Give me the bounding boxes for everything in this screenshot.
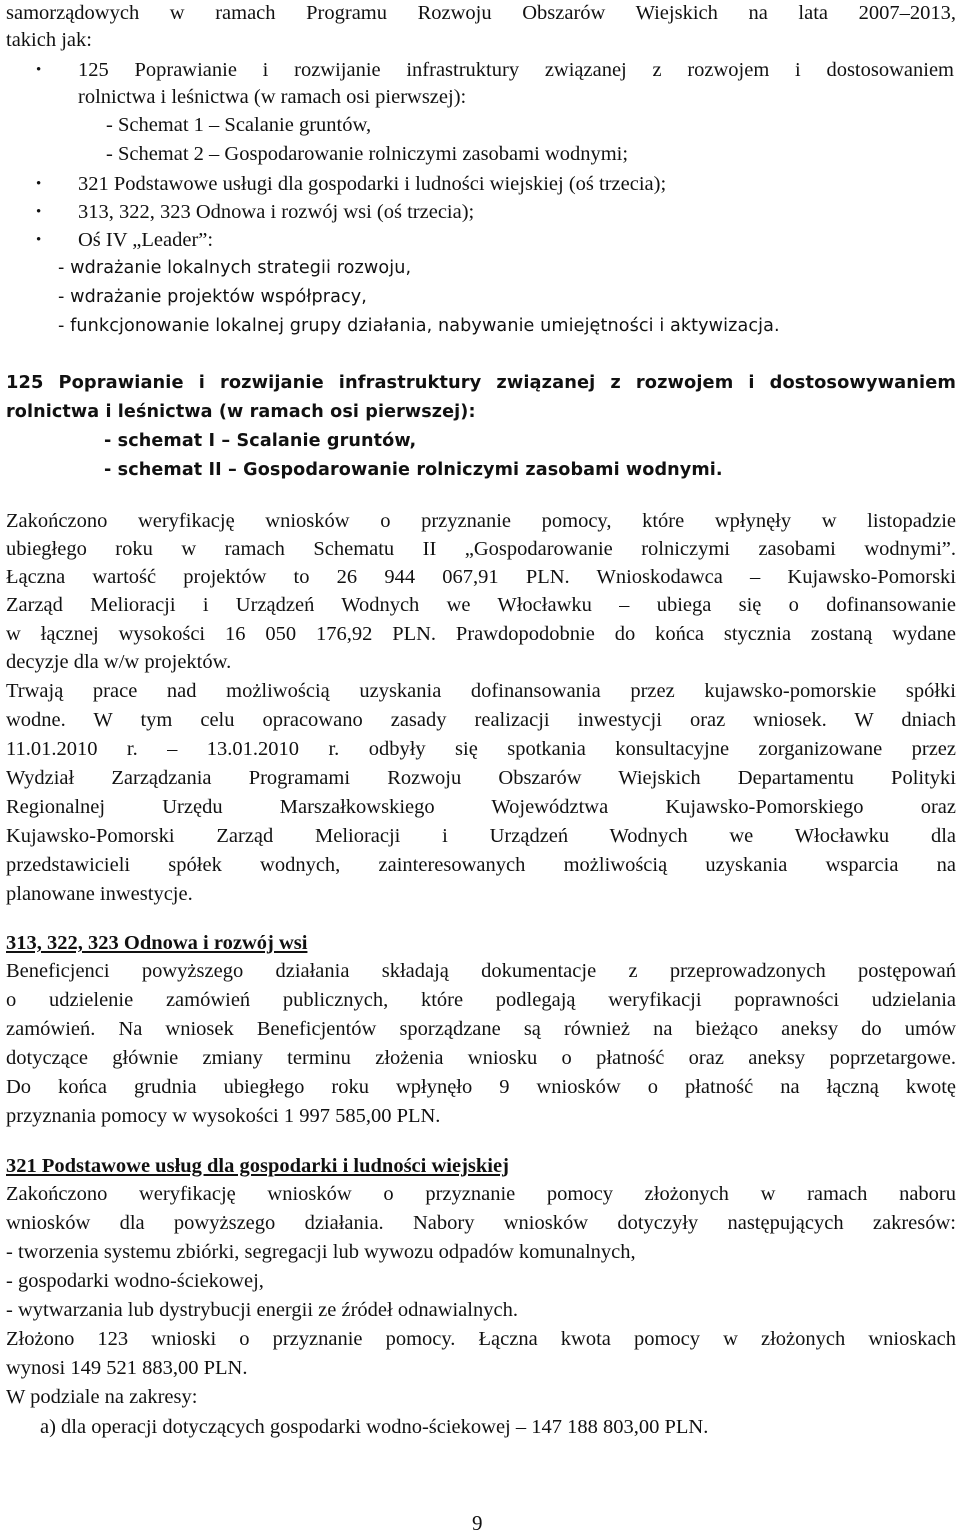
section-313-para-line-5: Do końca grudnia ubiegłego roku wpłynęło 9 wniosków o płatność na łączną kwotę <box>6 1076 956 1098</box>
section-125-heading-2: rolnictwa i leśnictwa (w ramach osi pierwszej): <box>6 402 476 422</box>
bullet-1-sub-2: - Schemat 2 – Gospodarowanie rolniczymi zasobami wodnymi; <box>106 143 629 165</box>
bullet-1-line-2: rolnictwa i leśnictwa (w ramach osi pierwszej): <box>78 86 467 108</box>
section-313-heading: 313, 322, 323 Odnowa i rozwój wsi <box>6 932 308 954</box>
section-125-para-line-10: Wydział Zarządzania Programami Rozwoju Obszarów Wiejskich Departamentu Polityki <box>6 767 956 789</box>
bullet-3: • <box>36 204 42 220</box>
section-313-para-line-4: dotyczące głównie zmiany terminu złożenia wniosku o płatność oraz aneksy poprzetargowe. <box>6 1047 956 1069</box>
section-125-para-line-8: wodne. W tym celu opracowano zasady realizacji inwestycji oraz wniosek. W dniach <box>6 709 956 731</box>
section-125-para-line-9: 11.01.2010 r. – 13.01.2010 r. odbyły się spotkania konsultacyjne zorganizowane przez <box>6 738 956 760</box>
section-321-para-line-6: Złożono 123 wnioski o przyznanie pomocy. Łączna kwota pomocy w złożonych wnioskach <box>6 1328 956 1350</box>
section-125-para-line-7: Trwają prace nad możliwością uzyskania dofinansowania przez kujawsko-pomorskie spółki <box>6 680 956 702</box>
section-313-para-line-2: o udzielenie zamówień publicznych, które podlegają weryfikacji poprawności udzielania <box>6 989 956 1011</box>
section-321-para-line-1: Zakończono weryfikację wniosków o przyznanie pomocy złożonych w ramach naboru <box>6 1183 956 1205</box>
section-313-para-line-6: przyznania pomocy w wysokości 1 997 585,00 PLN. <box>6 1105 441 1127</box>
page-number: 9 <box>472 1511 483 1535</box>
bullet-1-sub-1: - Schemat 1 – Scalanie gruntów, <box>106 114 372 136</box>
bullet-2-text: 321 Podstawowe usługi dla gospodarki i ludności wiejskiej (oś trzecia); <box>78 173 667 195</box>
section-321-para-line-5: - wytwarzania lub dystrybucji energii ze źródeł odnawialnych. <box>6 1299 518 1321</box>
section-125-para-line-5: w łącznej wysokości 16 050 176,92 PLN. Prawdopodobnie do końca stycznia zostaną wydane <box>6 623 956 645</box>
section-321-para-line-3: - tworzenia systemu zbiórki, segregacji lub wywozu odpadów komunalnych, <box>6 1241 636 1263</box>
bullet-1: • <box>36 62 42 78</box>
bullet-4: • <box>36 232 42 248</box>
section-125-heading-1: 125 Poprawianie i rozwijanie infrastruktury związanej z rozwojem i dostosowywaniem <box>6 372 956 393</box>
section-125-para-line-4: Zarząd Melioracji i Urządzeń Wodnych we Włocławku – ubiega się o dofinansowanie <box>6 594 956 616</box>
bullet-4-sub-2: - wdrażanie projektów współpracy, <box>58 287 367 307</box>
section-125-para-line-3: Łączna wartość projektów to 26 944 067,91 PLN. Wnioskodawca – Kujawsko-Pomorski <box>6 566 956 588</box>
section-125-para-line-14: planowane inwestycje. <box>6 883 193 905</box>
bullet-4-text: Oś IV „Leader”: <box>78 229 214 251</box>
bullet-3-text: 313, 322, 323 Odnowa i rozwój wsi (oś trzecia); <box>78 201 475 223</box>
section-321-para-line-7: wynosi 149 521 883,00 PLN. <box>6 1357 248 1379</box>
section-321-para-line-4: - gospodarki wodno-ściekowej, <box>6 1270 264 1292</box>
section-321-para-line-2: wniosków dla powyższego działania. Nabory wniosków dotyczyły następujących zakresów: <box>6 1212 956 1234</box>
bullet-2: • <box>36 176 42 192</box>
section-125-para-line-6: decyzje dla w/w projektów. <box>6 651 232 673</box>
section-125-heading-3: - schemat I – Scalanie gruntów, <box>104 431 417 451</box>
section-125-para-line-11: Regionalnej Urzędu Marszałkowskiego Województwa Kujawsko-Pomorskiego oraz <box>6 796 956 818</box>
section-313-para-line-3: zamówień. Na wniosek Beneficjentów sporządzane są również na bieżąco aneksy do umów <box>6 1018 956 1040</box>
bullet-4-sub-1: - wdrażanie lokalnych strategii rozwoju, <box>58 258 412 278</box>
section-125-para-line-2: ubiegłego roku w ramach Schematu II „Gospodarowanie rolniczymi zasobami wodnymi”. <box>6 538 956 560</box>
intro-line-2: takich jak: <box>6 29 92 51</box>
section-125-para-line-12: Kujawsko-Pomorski Zarząd Melioracji i Urządzeń Wodnych we Włocławku dla <box>6 825 956 847</box>
section-125-heading-4: - schemat II – Gospodarowanie rolniczymi zasobami wodnymi. <box>104 460 723 480</box>
section-321-para-line-8: W podziale na zakresy: <box>6 1386 198 1408</box>
bullet-4-sub-3: - funkcjonowanie lokalnej grupy działania, nabywanie umiejętności i aktywizacja. <box>58 316 780 336</box>
section-125-para-line-13: przedstawicieli spółek wodnych, zainteresowanych możliwością uzyskania wsparcia na <box>6 854 956 876</box>
section-321-heading: 321 Podstawowe usług dla gospodarki i ludności wiejskiej <box>6 1155 509 1177</box>
bullet-1-line-1: 125 Poprawianie i rozwijanie infrastruktury związanej z rozwojem i dostosowaniem <box>78 59 954 81</box>
intro-line-1: samorządowych w ramach Programu Rozwoju Obszarów Wiejskich na lata 2007–2013, <box>6 2 956 24</box>
section-313-para-line-1: Beneficjenci powyższego działania składają dokumentacje z przeprowadzonych postępowań <box>6 960 956 982</box>
section-321-list-item-a: a) dla operacji dotyczących gospodarki wodno-ściekowej – 147 188 803,00 PLN. <box>40 1416 709 1438</box>
section-125-para-line-1: Zakończono weryfikację wniosków o przyznanie pomocy, które wpłynęły w listopadzie <box>6 510 956 532</box>
